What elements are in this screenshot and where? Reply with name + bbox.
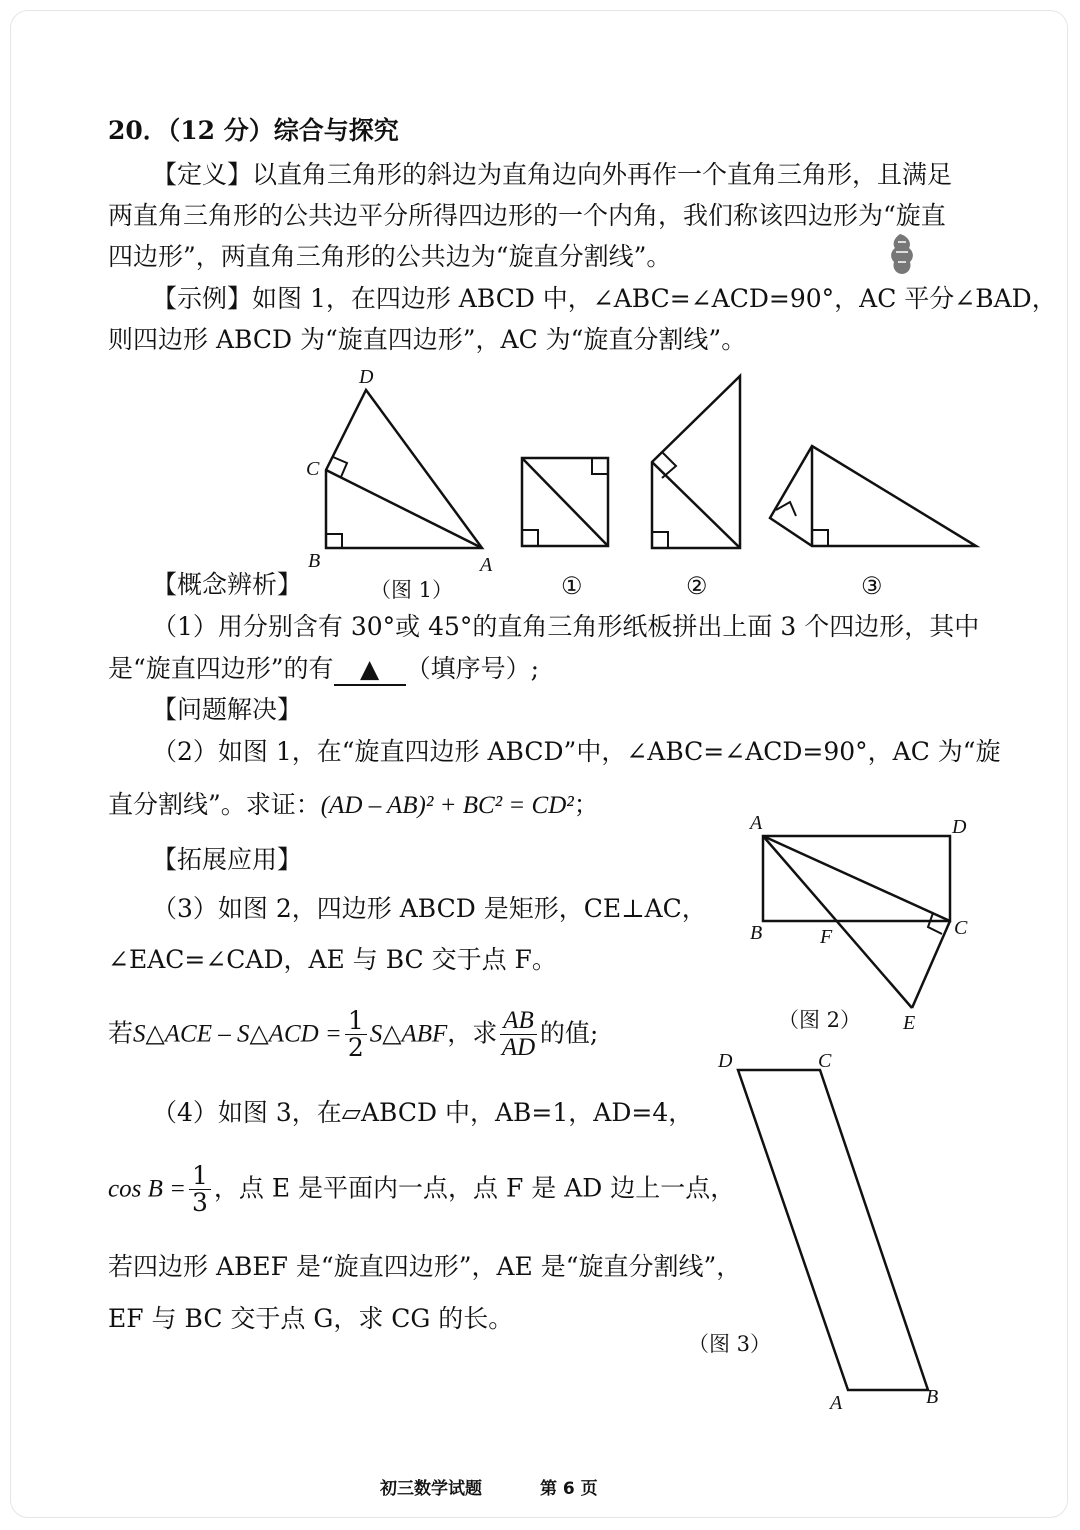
half-numerator: 1 xyxy=(345,1008,367,1035)
option-2-label: ② xyxy=(686,572,708,600)
answer-blank[interactable]: ▲ xyxy=(334,654,406,686)
part4-line-3: 若四边形 ABEF 是“旋直四边形”，AE 是“旋直分割线”， xyxy=(108,1252,742,1281)
part1-text-b: （填序号）; xyxy=(405,654,539,683)
footer-subject: 初三数学试题 xyxy=(380,1479,482,1499)
part4-line-4: EF 与 BC 交于点 G，求 CG 的长。 xyxy=(108,1304,514,1333)
part3-text-c: 的值; xyxy=(539,1018,599,1048)
scan-mark-icon xyxy=(886,232,918,276)
figure-2 xyxy=(763,836,950,1008)
cos-expression: cos B = xyxy=(108,1175,186,1203)
fig3-label-c: C xyxy=(818,1050,832,1072)
fig1-label-a: A xyxy=(480,554,493,576)
part1-text-a: 是“旋直四边形”的有 xyxy=(108,654,334,683)
figure-1 xyxy=(326,390,482,548)
part3-text-b: ，求 xyxy=(447,1018,498,1048)
part4-text-b: ，点 E 是平面内一点，点 F 是 AD 边上一点， xyxy=(213,1173,736,1203)
fig3-caption: （图 3） xyxy=(688,1332,772,1356)
part3-formula: S△ACE – S△ACD = xyxy=(133,1020,342,1048)
part3-text-a: 若 xyxy=(108,1018,134,1048)
cos-numerator: 1 xyxy=(189,1163,211,1190)
part2-text-b: ； xyxy=(573,790,599,819)
part3-formula-tail: S△ABF xyxy=(369,1020,448,1048)
part1-line-1: （1）用分别含有 30°或 45°的直角三角形纸板拼出上面 3 个四边形，其中 xyxy=(152,612,980,641)
fig3-label-b: B xyxy=(926,1386,939,1408)
part2-formula: (AD – AB)² + BC² = CD² xyxy=(320,792,574,819)
footer-page: 第 6 页 xyxy=(540,1479,598,1499)
definition-line-3: 四边形”，两直角三角形的公共边为“旋直分割线”。 xyxy=(108,242,672,271)
fig2-label-d: D xyxy=(952,816,967,838)
option-1-figure xyxy=(522,458,608,546)
question-header: 20．（12 分）综合与探究 xyxy=(108,116,399,145)
option-3-label: ③ xyxy=(861,572,883,600)
section-concept: 【概念辨析】 xyxy=(152,570,303,599)
fig2-caption: （图 2） xyxy=(778,1008,862,1032)
fig2-label-b: B xyxy=(750,922,763,944)
part4-line-1: （4）如图 3，在▱ABCD 中，AB=1，AD=4， xyxy=(152,1098,694,1127)
part3-line-2: ∠EAC=∠CAD，AE 与 BC 交于点 F。 xyxy=(108,945,557,974)
fig3-label-d: D xyxy=(718,1050,733,1072)
part3-line-1: （3）如图 2，四边形 ABCD 是矩形，CE⊥AC， xyxy=(152,894,707,923)
example-line-1: 【示例】如图 1，在四边形 ABCD 中，∠ABC=∠ACD=90°，AC 平分∠BAD， xyxy=(152,284,1057,313)
example-line-2: 则四边形 ABCD 为“旋直四边形”，AC 为“旋直分割线”。 xyxy=(108,325,747,354)
option-3-figure xyxy=(770,446,976,546)
fig1-label-d: D xyxy=(359,366,374,388)
fig2-label-f: F xyxy=(820,926,833,948)
option-1-label: ① xyxy=(561,572,583,600)
fig1-label-b: B xyxy=(308,550,321,572)
fig2-label-a: A xyxy=(750,812,763,834)
fig3-label-a: A xyxy=(830,1392,843,1414)
section-problem: 【问题解决】 xyxy=(152,695,303,724)
fig1-caption: （图 1） xyxy=(370,578,454,602)
part2-text-a: 直分割线”。求证： xyxy=(108,790,321,819)
ratio-numerator: AB xyxy=(500,1008,537,1035)
fig1-label-c: C xyxy=(306,458,320,480)
definition-line-2: 两直角三角形的公共边平分所得四边形的一个内角，我们称该四边形为“旋直 xyxy=(108,201,946,230)
ratio-denominator: AD xyxy=(501,1034,536,1062)
section-extension: 【拓展应用】 xyxy=(152,845,303,874)
fig2-label-c: C xyxy=(954,917,968,939)
option-2-figure xyxy=(652,376,740,548)
half-denominator: 2 xyxy=(347,1033,364,1063)
fig2-label-e: E xyxy=(903,1012,916,1034)
definition-line-1: 【定义】以直角三角形的斜边为直角边向外再作一个直角三角形，且满足 xyxy=(152,160,953,189)
cos-denominator: 3 xyxy=(191,1188,208,1218)
part2-line-1: （2）如图 1，在“旋直四边形 ABCD”中，∠ABC=∠ACD=90°，AC 为“旋 xyxy=(152,737,1001,766)
